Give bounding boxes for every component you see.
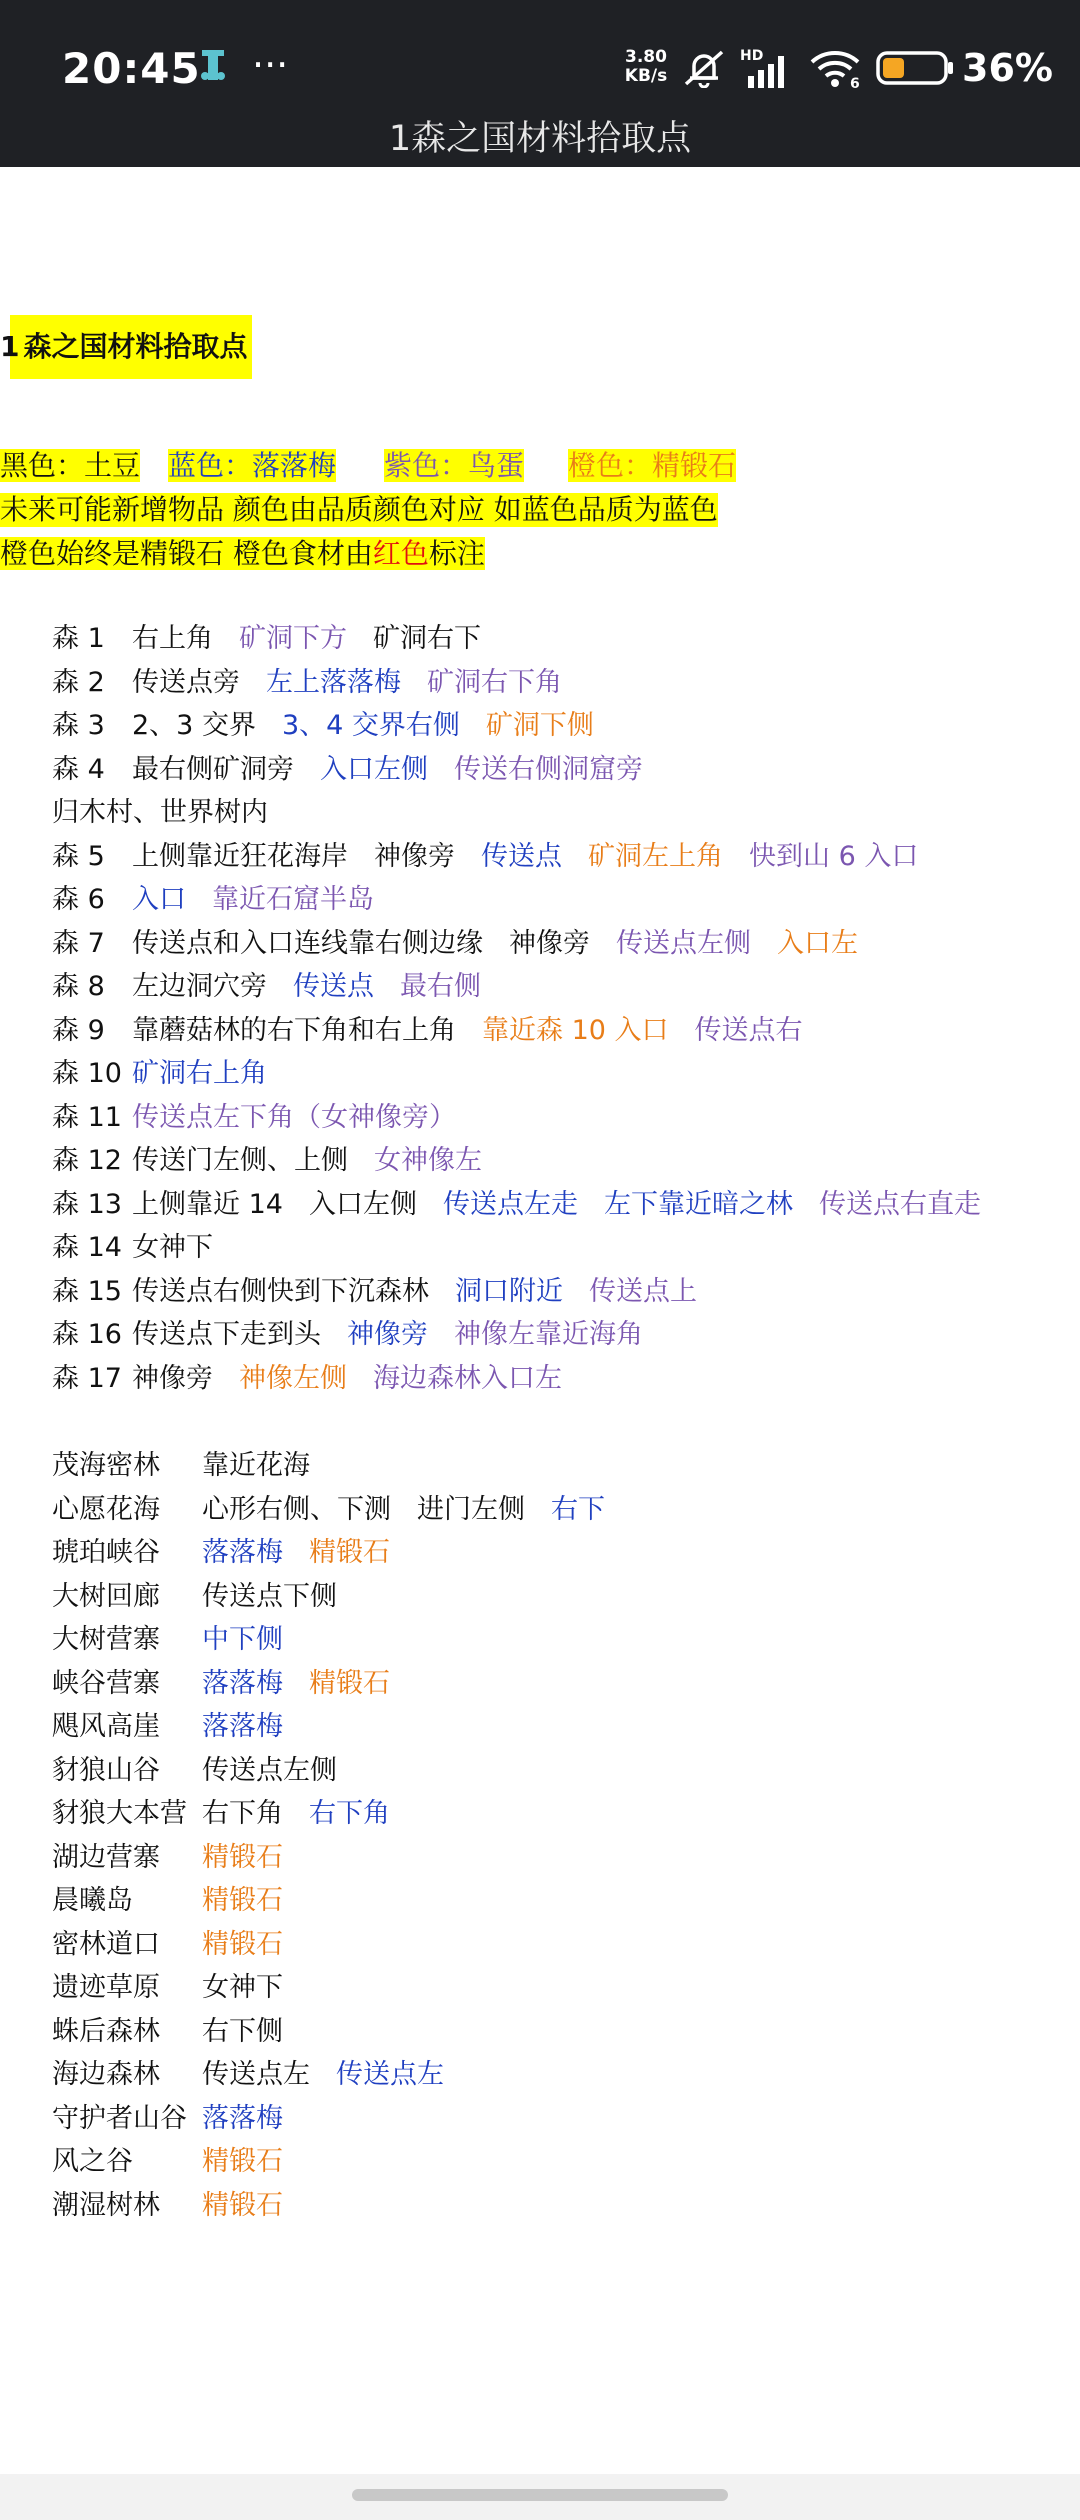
forest-row-spot: 传送点右直走 [818, 1188, 981, 1220]
area-row-spot: 落落梅 [202, 1711, 283, 1742]
forest-row-spot: 入口左侧 [320, 753, 428, 785]
forest-row [52, 622, 507, 656]
forest-row [52, 796, 294, 830]
area-row-name: 湖边营寨 [52, 1841, 160, 1873]
area-row-name: 大树回廊 [52, 1580, 160, 1612]
area-row-name: 茂海密林 [52, 1450, 160, 1481]
area-row [52, 1449, 336, 1483]
forest-row [52, 840, 944, 874]
forest-row-name: 森 12 [52, 1145, 122, 1176]
area-row-spot: 落落梅 [202, 1537, 283, 1568]
forest-row-spot: 神像旁 [509, 927, 590, 959]
area-row-name: 蛛后森林 [52, 2015, 160, 2047]
area-row-name: 飓风高崖 [52, 1711, 160, 1742]
forest-row-name: 森 14 [52, 1232, 122, 1263]
forest-row-spot: 矿洞左上角 [588, 840, 723, 872]
forest-row-spot: 传送点上 [589, 1275, 697, 1307]
area-row [52, 1580, 363, 1614]
forest-row-spot: 神像旁 [132, 1362, 213, 1394]
forest-row-name: 森 7 [52, 927, 105, 959]
area-row-spot: 精锻石 [202, 2146, 283, 2177]
forest-row-name: 森 1 [52, 623, 105, 654]
area-row [52, 1710, 309, 1744]
home-indicator[interactable] [352, 2489, 728, 2501]
battery-percent: 36% [962, 46, 1053, 90]
status-bar [0, 0, 1080, 167]
forest-row-name: 森 15 [52, 1275, 122, 1307]
forest-row [52, 753, 669, 787]
forest-row [52, 666, 588, 700]
note-orange-rule-a: 橙色始终是精锻石 橙色食材由 [0, 537, 373, 570]
net-speed-unit: KB/s [624, 66, 668, 86]
forest-row-spot: 传送点左下角（女神像旁） [132, 1101, 456, 1133]
forest-row-spot: 传送点右 [694, 1014, 803, 1046]
area-row-spot: 精锻石 [202, 1841, 283, 1873]
area-row [52, 1971, 309, 2005]
area-row-spot: 传送点左 [336, 2059, 444, 2090]
forest-row-name: 森 5 [52, 840, 105, 872]
area-row-name: 豺狼大本营 [52, 1798, 187, 1829]
forest-row [52, 1188, 1007, 1222]
area-row [52, 1884, 309, 1918]
forest-row-spot: 传送门左侧、上侧 [132, 1145, 348, 1176]
forest-row-spot: 最右侧 [400, 971, 481, 1002]
forest-row-name: 森 11 [52, 1101, 122, 1133]
area-row [52, 1754, 363, 1788]
forest-row-spot: 快到山 6 入口 [749, 840, 919, 872]
net-speed [620, 48, 672, 86]
forest-row [52, 1101, 482, 1135]
document-title [0, 315, 252, 379]
note-red-word: 红色 [372, 537, 429, 570]
forest-row [52, 1014, 829, 1048]
forest-row [52, 927, 884, 961]
forest-row-spot: 传送右侧洞窟旁 [454, 753, 643, 785]
area-row-spot: 落落梅 [202, 2102, 283, 2134]
forest-row [52, 1275, 723, 1309]
forest-row-spot: 神像旁 [347, 1319, 428, 1350]
forest-row-spot: 右上角 [132, 623, 213, 654]
area-row-spot: 右下 [551, 1493, 605, 1525]
forest-row-spot: 归木村、世界树内 [52, 797, 268, 828]
forest-row [52, 1057, 293, 1091]
area-row-spot: 精锻石 [202, 2189, 283, 2221]
muted-bell-icon [680, 48, 728, 88]
forest-row-spot: 入口 [132, 884, 186, 915]
area-row-spot: 中下侧 [202, 1624, 283, 1655]
forest-row-name: 森 13 [52, 1188, 122, 1220]
forest-row-spot: 传送点 [293, 971, 374, 1002]
forest-row [52, 1318, 669, 1352]
forest-row-spot: 矿洞右下角 [427, 666, 562, 698]
page-title: 1森之国材料拾取点 [388, 119, 692, 159]
forest-row-spot: 洞口附近 [455, 1275, 563, 1307]
forest-row-name: 森 4 [52, 753, 105, 785]
area-row [52, 1536, 416, 1570]
forest-row-spot: 矿洞右下 [373, 623, 481, 654]
forest-row-spot: 矿洞右上角 [132, 1058, 267, 1089]
area-row-name: 密林道口 [52, 1928, 160, 1960]
forest-row-spot: 上侧靠近 14 [132, 1188, 283, 1220]
area-row-spot: 精锻石 [309, 1537, 390, 1568]
forest-row [52, 709, 620, 743]
forest-row-spot: 神像左侧 [239, 1362, 347, 1394]
forest-row-spot: 女神下 [132, 1232, 213, 1263]
area-row-name: 琥珀峡谷 [52, 1537, 160, 1568]
area-row-name: 守护者山谷 [52, 2102, 187, 2134]
area-row-name: 心愿花海 [52, 1493, 160, 1525]
battery-icon [876, 50, 956, 86]
forest-row-spot: 传送点左侧 [616, 927, 751, 959]
area-row [52, 2058, 470, 2092]
area-row-spot: 右下角 [309, 1798, 390, 1829]
area-row-spot: 精锻石 [309, 1667, 390, 1699]
area-row-spot: 进门左侧 [417, 1493, 525, 1525]
area-row-spot: 右下角 [202, 1798, 283, 1829]
forest-row-spot: 海边森林入口左 [373, 1362, 562, 1394]
forest-row-spot: 靠近森 10 入口 [482, 1014, 669, 1046]
forest-row-name: 森 2 [52, 666, 105, 698]
area-row-name: 晨曦岛 [52, 1885, 133, 1916]
forest-row-spot: 2、3 交界 [132, 710, 256, 741]
document-title-prefix: 1 [0, 330, 20, 363]
clock: 20:45 [62, 44, 201, 93]
forest-row-name: 森 8 [52, 971, 105, 1002]
area-row-name: 潮湿树林 [52, 2189, 160, 2221]
area-row-name: 峡谷营寨 [52, 1667, 160, 1699]
note-quality-colors: 未来可能新增物品 颜色由品质颜色对应 如蓝色品质为蓝色 [0, 493, 718, 526]
note-orange-rule-b: 标注 [428, 537, 485, 570]
forest-row-spot: 上侧靠近狂花海岸 [132, 840, 348, 872]
forest-row-name: 森 3 [52, 710, 105, 741]
area-row [52, 1493, 631, 1527]
forest-row-spot: 最右侧矿洞旁 [132, 753, 294, 785]
forest-row-spot: 传送点和入口连线靠右侧边缘 [132, 927, 483, 959]
area-row-spot: 落落梅 [202, 1667, 283, 1699]
area-row [52, 1667, 416, 1701]
forest-row-spot: 靠近石窟半岛 [212, 884, 374, 915]
legend-orange: 橙色：精锻石 [568, 449, 737, 482]
forest-row-name: 森 10 [52, 1058, 122, 1089]
area-row-spot: 精锻石 [202, 1928, 283, 1960]
legend-black: 黑色：土豆 [0, 449, 141, 482]
more-notifications-icon: ··· [252, 43, 289, 87]
legend-blue: 蓝色：落落梅 [168, 449, 337, 482]
wifi-standard: 6 [850, 76, 860, 92]
forest-row-spot: 靠蘑菇林的右下角和右上角 [132, 1014, 456, 1046]
area-row [52, 1841, 309, 1875]
area-row-spot: 传送点左 [202, 2059, 310, 2090]
forest-row-spot: 矿洞下方 [239, 623, 347, 654]
note-orange-rule [0, 537, 485, 571]
area-row-name: 豺狼山谷 [52, 1754, 160, 1786]
forest-row-spot: 入口左 [777, 927, 858, 959]
area-row [52, 1623, 309, 1657]
forest-row-spot: 传送点下走到头 [132, 1319, 321, 1350]
forest-row [52, 970, 507, 1004]
area-row-spot: 精锻石 [202, 1885, 283, 1916]
area-row-spot: 女神下 [202, 1972, 283, 2003]
forest-row [52, 1144, 508, 1178]
area-row [52, 2189, 309, 2223]
forest-row-spot: 左边洞穴旁 [132, 971, 267, 1002]
forest-row [52, 1231, 239, 1265]
forest-row [52, 1362, 588, 1396]
forest-row-spot: 左下靠近暗之林 [603, 1188, 793, 1220]
area-row [52, 2015, 309, 2049]
area-row-spot: 传送点下侧 [202, 1580, 337, 1612]
forest-row-spot: 传送点右侧快到下沉森林 [132, 1275, 429, 1307]
area-row [52, 1797, 416, 1831]
area-row [52, 2145, 309, 2179]
area-row-name: 海边森林 [52, 2059, 160, 2090]
cell-signal-icon [746, 54, 792, 88]
document-title-text: 森之国材料拾取点 [19, 330, 247, 363]
legend-purple: 紫色：鸟蛋 [384, 449, 525, 482]
forest-row-spot: 传送点左走 [442, 1188, 578, 1220]
area-row [52, 1928, 309, 1962]
app-notification-icon [196, 46, 230, 84]
area-row-spot: 靠近花海 [202, 1450, 310, 1481]
hd-label: HD [740, 48, 764, 64]
forest-row-spot: 入口左侧 [308, 1188, 417, 1220]
area-row-spot: 心形右侧、下测 [202, 1493, 391, 1525]
forest-row-spot: 矿洞下侧 [485, 710, 594, 741]
area-row-spot: 右下侧 [202, 2015, 283, 2047]
forest-row-name: 森 6 [52, 884, 105, 915]
forest-row-spot: 传送点旁 [132, 666, 240, 698]
forest-row [52, 883, 400, 917]
area-row-name: 遗迹草原 [52, 1972, 160, 2003]
forest-row-spot: 传送点 [481, 840, 562, 872]
forest-row-spot: 女神像左 [374, 1145, 482, 1176]
net-speed-value: 3.80 [625, 47, 667, 67]
color-legend [0, 449, 736, 483]
forest-row-name: 森 9 [52, 1014, 105, 1046]
area-row-spot: 传送点左侧 [202, 1754, 337, 1786]
area-row-name: 大树营寨 [52, 1624, 160, 1655]
forest-row-spot: 3、4 交界右侧 [281, 710, 460, 741]
area-row-name: 风之谷 [52, 2146, 133, 2177]
area-row [52, 2102, 309, 2136]
forest-row-spot: 神像左靠近海角 [454, 1319, 643, 1350]
forest-row-name: 森 16 [52, 1319, 122, 1350]
forest-row-spot: 神像旁 [374, 840, 455, 872]
forest-row-spot: 左上落落梅 [266, 666, 401, 698]
forest-row-name: 森 17 [52, 1362, 122, 1394]
